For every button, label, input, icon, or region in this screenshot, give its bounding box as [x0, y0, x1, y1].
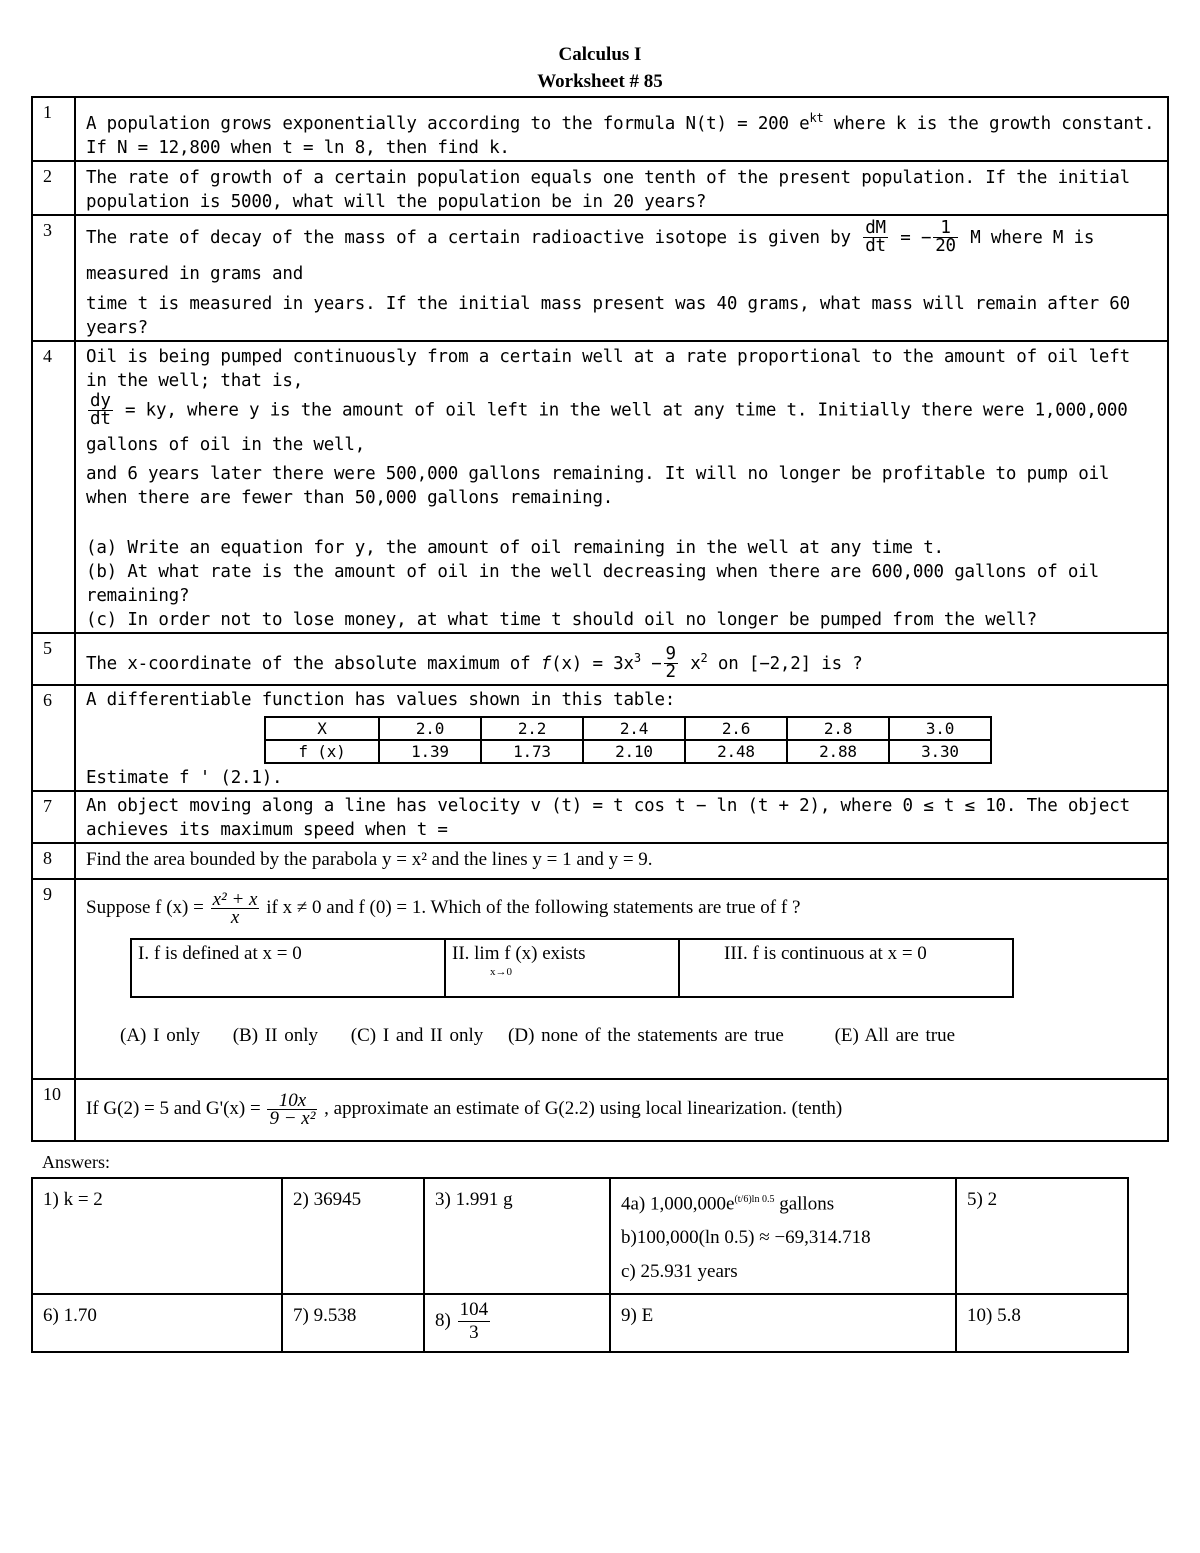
- estimate-text: Estimate f ' (2.1).: [86, 767, 283, 788]
- question-row: [32, 341, 1168, 633]
- table-cell: 2.6: [685, 717, 787, 740]
- table-cell: 2.4: [583, 717, 685, 740]
- answer-4: 4a) $1,000,000e^{(t/6)ln 0.5}$ gallons b)100,000(ln 0.5) ≈ −69,314.718 c) 25.931 years: [610, 1178, 956, 1294]
- table-cell: 2.2: [481, 717, 583, 740]
- question-row: [32, 215, 1168, 341]
- fraction-one-twentieth: $\frac{1}{20}$: [935, 218, 956, 257]
- statement-one: I. f is defined at x = 0: [131, 939, 445, 997]
- question-number: 9: [32, 879, 75, 1079]
- question-number: 6: [32, 685, 75, 791]
- answers-table: [31, 1177, 1129, 1353]
- question-number: 8: [32, 843, 75, 879]
- answer-6: 6) 1.70: [32, 1294, 282, 1352]
- answer-10: 10) 5.8: [956, 1294, 1128, 1352]
- question-row: [32, 1079, 1168, 1141]
- part-c: (c) In order not to lose money, at what time t should oil no longer be pumped from the well?: [86, 609, 1037, 630]
- table-cell: 1.73: [481, 740, 583, 763]
- question-text: An object moving along a line has velocity v (t) = t cos t − ln (t + 2), where 0 ≤ t ≤ 10. The object achieves its maximum speed when t =: [75, 791, 1168, 843]
- answers-label: Answers:: [42, 1152, 110, 1172]
- question-number: 5: [32, 633, 75, 685]
- question-text: The x-coordinate of the absolute maximum of $f(x) = 3x^3$ − $\frac{9}{2}$ $x^2$ on [−2,2] is ?: [75, 633, 1168, 685]
- fraction-answer-8: $\frac{104}{3}$: [459, 1299, 489, 1344]
- question-text: Suppose f (x) = $\frac{\text{x² + x}}{x}$ if x ≠ 0 and f (0) = 1. Which of the following statements are true of f ? I. f is defined at x = 0 II. lim f (x) exists x→0 III. f is continuous at x = 0 (A) I only (B) II only (C) I and II only (D) none of the statements are true (E) All are true: [75, 879, 1168, 1079]
- course-title: Calculus I: [558, 44, 642, 65]
- part-a: (a) Write an equation for y, the amount of oil remaining in the well at any time t.: [86, 537, 944, 558]
- answer-1: 1) k = 2: [32, 1178, 282, 1294]
- table-cell: 2.0: [379, 717, 481, 740]
- question-row: [32, 97, 1168, 161]
- statement-two: II. lim f (x) exists x→0: [445, 939, 679, 997]
- question-text: If G(2) = 5 and G'(x) = $\frac{10x}{\text{9 − x²}}$ , approximate an estimate of G(2.2) using local linearization. (tenth): [75, 1079, 1168, 1141]
- fraction-dm-dt: $\frac{dM}{dt}$: [865, 218, 886, 257]
- question-text: The rate of decay of the mass of a certain radioactive isotope is given by $\frac{dM}{dt}$ = − $\frac{1}{20}$ M where M is measured in grams and time t is measured in years. If the initial mass present was 40 grams, what mass will remain after 60 years?: [75, 215, 1168, 341]
- table-cell: 1.39: [379, 740, 481, 763]
- question-number: 1: [32, 97, 75, 161]
- question-number: 2: [32, 161, 75, 215]
- answer-2: 2) 36945: [282, 1178, 424, 1294]
- choice-e: (E) All are true: [834, 1024, 956, 1046]
- part-b: (b) At what rate is the amount of oil in the well decreasing when there are 600,000 gallons of oil remaining?: [86, 561, 1099, 606]
- question-number: 7: [32, 791, 75, 843]
- question-row: [32, 879, 1168, 1079]
- statements-table: [130, 938, 1014, 998]
- choice-c: (C) I and II only: [350, 1024, 484, 1046]
- answers-row: [32, 1294, 1128, 1352]
- table-cell: f (x): [265, 740, 379, 763]
- statement-three: III. f is continuous at x = 0: [679, 939, 1013, 997]
- table-cell: 2.8: [787, 717, 889, 740]
- question-text: Oil is being pumped continuously from a certain well at a rate proportional to the amount of oil left in the well; that is, $\frac{dy}{dt}$ = ky, where y is the amount of oil left in the well at any time t. Initially there were 1,000,000 gallons of oil in the well, and 6 years later there were 500,000 gallons remaining. It will no longer be profitable to pump oil when there are fewer than 50,000 gallons remaining. (a) Write an equation for y, the amount of oil remaining in the well at any time t. (b) At what rate is the amount of oil in the well decreasing when there are 600,000 gallons of oil remaining? (c) In order not to lose money, at what time t should oil no longer be pumped from the well?: [75, 341, 1168, 633]
- table-cell: X: [265, 717, 379, 740]
- fraction-fx: $\frac{\text{x² + x}}{x}$: [212, 888, 258, 928]
- table-cell: 3.30: [889, 740, 991, 763]
- fraction-gprime: $\frac{10x}{\text{9 − x²}}$: [269, 1089, 316, 1129]
- values-table-row: [265, 717, 991, 740]
- question-number: 3: [32, 215, 75, 341]
- table-cell: 2.10: [583, 740, 685, 763]
- answer-7: 7) 9.538: [282, 1294, 424, 1352]
- answer-5: 5) 2: [956, 1178, 1128, 1294]
- question-row: [32, 791, 1168, 843]
- question-number: 10: [32, 1079, 75, 1141]
- answer-9: 9) E: [610, 1294, 956, 1352]
- question-row: [32, 843, 1168, 879]
- values-table-row: [265, 740, 991, 763]
- question-text: A differentiable function has values shown in this table: X 2.0 2.2 2.4 2.6 2.8 3.0 f (x) 1.39 1.73 2.10 2.48 2.88 3.30 Estimate f ' (2.1).: [75, 685, 1168, 791]
- choice-a: (A) I only: [120, 1024, 200, 1046]
- question-row: [32, 161, 1168, 215]
- choice-b: (B) II only: [232, 1024, 318, 1046]
- table-cell: 3.0: [889, 717, 991, 740]
- choice-d: (D) none of the statements are true: [508, 1024, 784, 1046]
- worksheet-table: [31, 96, 1169, 1142]
- question-number: 4: [32, 341, 75, 633]
- question-text: Find the area bounded by the parabola y = x² and the lines y = 1 and y = 9.: [75, 843, 1168, 879]
- fraction-dy-dt: $\frac{dy}{dt}$: [90, 390, 111, 429]
- fraction-nine-halves: $\frac{9}{2}$: [665, 644, 676, 683]
- answer-3: 3) 1.991 g: [424, 1178, 610, 1294]
- answers-row: [32, 1178, 1128, 1294]
- question-row: [32, 685, 1168, 791]
- question-row: [32, 633, 1168, 685]
- answer-8: 8) $\frac{104}{3}$: [424, 1294, 610, 1352]
- worksheet-title: Worksheet # 85: [537, 71, 663, 92]
- question-text: A population grows exponentially according to the formula N(t) = 200 $e^{kt}$ where k is the growth constant. If N = 12,800 when t = ln 8, then find k.: [75, 97, 1168, 161]
- question-text: The rate of growth of a certain population equals one tenth of the present population. If the initial population is 5000, what will the population be in 20 years?: [75, 161, 1168, 215]
- answer-choices: [120, 1024, 1157, 1048]
- values-table: [264, 716, 992, 764]
- table-cell: 2.88: [787, 740, 889, 763]
- statements-row: [131, 939, 1013, 997]
- table-cell: 2.48: [685, 740, 787, 763]
